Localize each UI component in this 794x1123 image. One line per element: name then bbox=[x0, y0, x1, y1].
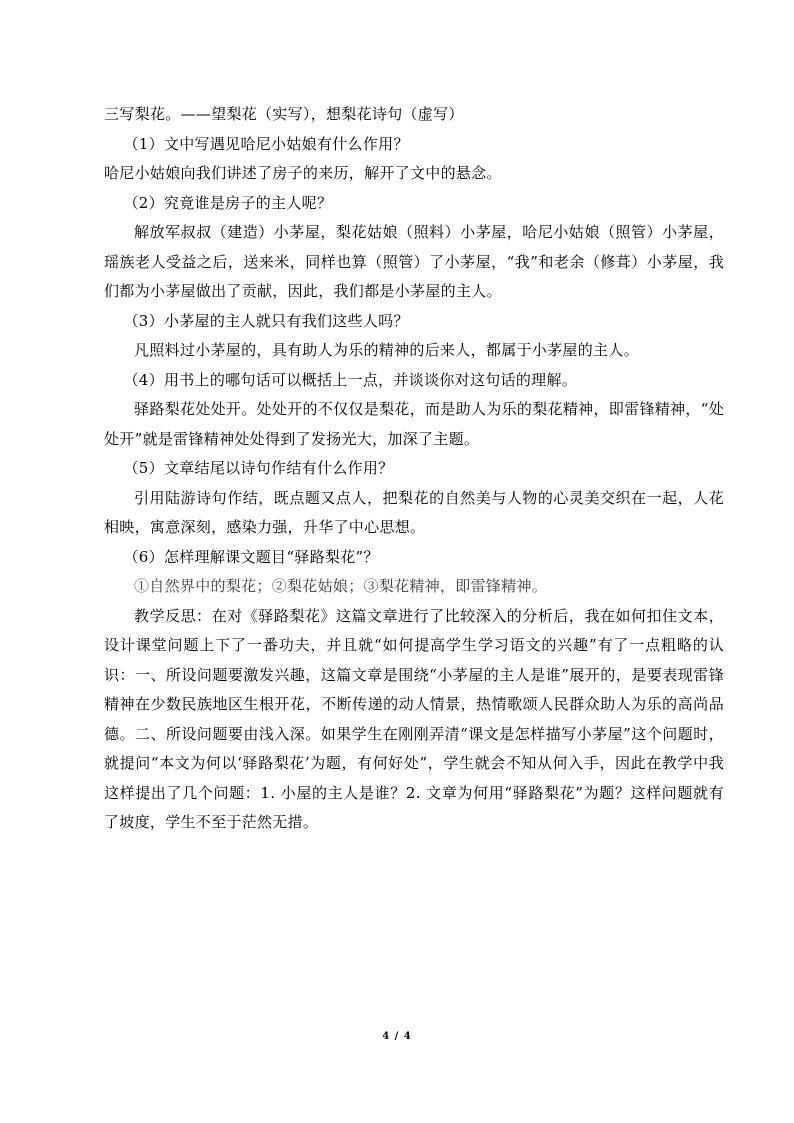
section-heading: 三写梨花。——望梨花（实写），想梨花诗句（虚写） bbox=[104, 105, 464, 123]
question-3: （3）小茅屋的主人就只有我们这些人吗？ bbox=[123, 311, 409, 330]
answer-5: 引用陆游诗句作结，既点题又点人，把梨花的自然美与人物的心灵美交织在一起，人花相映，寓意深刻，感染力强，升华了中心思想。 bbox=[104, 488, 724, 536]
question-6: （6）怎样理解课文题目“驿路梨花”？ bbox=[123, 547, 379, 566]
question-4: （4）用书上的哪句话可以概括上一点，并谈谈你对这句话的理解。 bbox=[123, 370, 578, 389]
question-5: （5）文章结尾以诗句作结有什么作用？ bbox=[123, 459, 394, 477]
question-2: （2）究竟谁是房子的主人呢？ bbox=[123, 193, 333, 212]
page-number: 4 / 4 bbox=[382, 1031, 412, 1042]
document-body bbox=[104, 100, 724, 838]
answer-3: 凡照料过小茅屋的，具有助人为乐的精神的后来人，都属于小茅屋的主人。 bbox=[134, 341, 639, 359]
answer-2: 解放军叔叔（建造）小茅屋，梨花姑娘（照料）小茅屋，哈尼小姑娘（照管）小茅屋，瑶族老人受益之后，送来米，同样也算（照管）了小茅屋，“我”和老余（修葺）小茅屋，我们都为小茅屋做出了贡献，因此，我们都是小茅屋的主人。 bbox=[104, 223, 724, 300]
answer-1: 哈尼小姑娘向我们讲述了房子的来历，解开了文中的悬念。 bbox=[104, 164, 502, 182]
answer-6: ①自然界中的梨花；②梨花姑娘；③梨花精神，即雷锋精神。 bbox=[134, 577, 548, 595]
answer-4: 驿路梨花处处开。处处开的不仅仅是梨花，而是助人为乐的梨花精神，即雷锋精神，“处处开”就是雷锋精神处处得到了发扬光大，加深了主题。 bbox=[104, 400, 724, 448]
teaching-reflection: 教学反思：在对《驿路梨花》这篇文章进行了比较深入的分析后，我在如何扣住文本，设计课堂问题上下了一番功夫，并且就“如何提高学生学习语文的兴趣”有了一点粗略的认识：一、所设问题要激发兴趣，这篇文章是围绕“小茅屋的主人是谁”展开的，是要表现雷锋精神在少数民族地区生根开花，不断传递的动人情景，热情歌颂人民群众助人为乐的高尚品德。二、所设问题要由浅入深。如果学生在刚刚弄清“课文是怎样描写小茅屋”这个问题时，就提问“本文为何以‘驿路梨花’为题，有何好处”，学生就会不知从何入手，因此在教学中我这样提出了几个问题：1. 小屋的主人是谁？2. 文章为何用“驿路梨花”为题？这样问题就有了坡度，学生不至于茫然无措。 bbox=[104, 606, 724, 831]
question-1: （1）文中写遇见哈尼小姑娘有什么作用？ bbox=[123, 134, 409, 153]
